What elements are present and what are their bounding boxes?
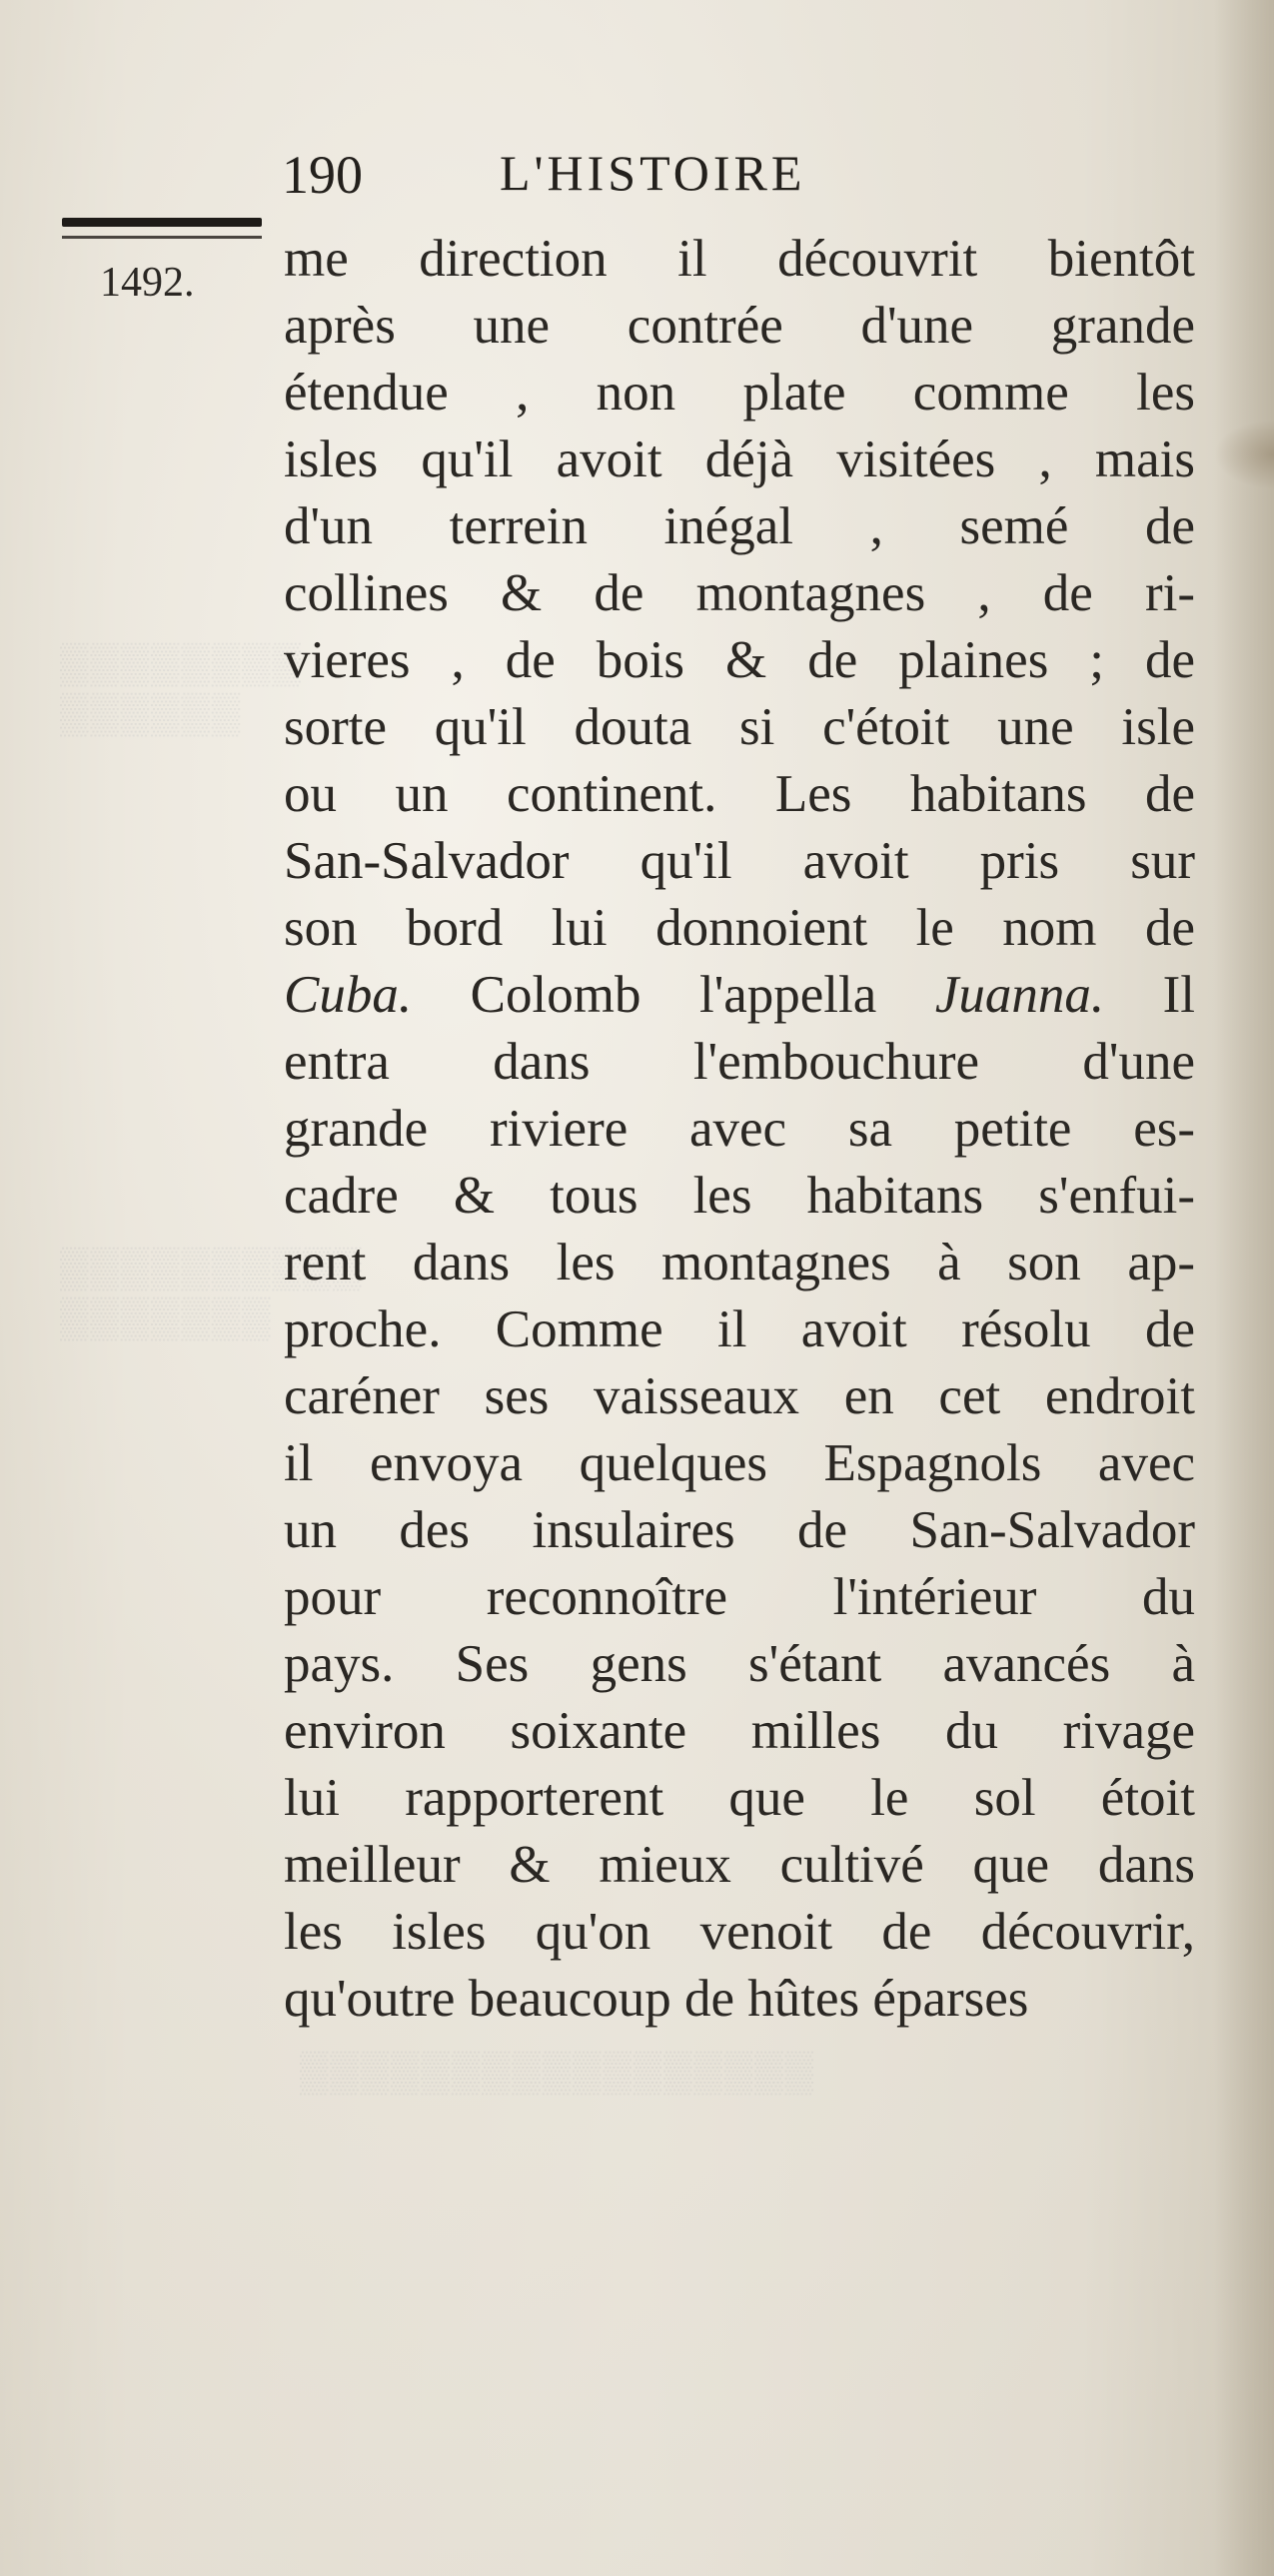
text-segment: Il — [1104, 966, 1195, 1024]
page-number: 190 — [282, 145, 363, 205]
text-line: son bord lui donnoient le nom de — [284, 899, 1195, 957]
text-line: pour reconnoître l'intérieur du — [284, 1568, 1195, 1626]
italic-place-name: Juanna. — [934, 966, 1105, 1024]
body-text — [284, 226, 1195, 2033]
text-line-mixed-italic — [284, 962, 1195, 1029]
text-segment: Colomb l'appella — [412, 966, 935, 1024]
header-rule-thin — [62, 236, 262, 239]
running-head: L'HISTOIRE — [500, 145, 806, 201]
text-line: cadre & tous les habitans s'enfui- — [284, 1167, 1195, 1225]
bleed-through-mark: ▒▒▒▒▒▒▒▒▒▒ — [60, 1245, 364, 1289]
text-line: les isles qu'on venoit de découvrir, — [284, 1903, 1195, 1961]
bleed-through-mark: ▒▒▒▒▒▒▒▒ — [60, 640, 303, 685]
bleed-through-mark: ▒▒▒▒▒▒▒▒▒▒▒▒▒▒▒▒▒ — [300, 2049, 815, 2094]
text-line: environ soixante milles du rivage — [284, 1702, 1195, 1760]
text-line: meilleur & mieux cultivé que dans — [284, 1836, 1195, 1894]
text-line: il envoya quelques Espagnols avec — [284, 1434, 1195, 1492]
text-line: rent dans les montagnes à son ap- — [284, 1234, 1195, 1291]
bleed-through-mark: ▒▒▒▒▒▒ — [60, 690, 243, 735]
margin-year-note: 1492. — [100, 260, 195, 306]
bleed-through-mark: ▒▒▒▒▒▒▒ — [60, 1294, 273, 1339]
text-line: vieres , de bois & de plaines ; de — [284, 631, 1195, 689]
text-line: isles qu'il avoit déjà visitées , mais — [284, 430, 1195, 488]
text-line: collines & de montagnes , de ri- — [284, 564, 1195, 622]
page-edge-shadow — [1214, 0, 1274, 2576]
text-line: un des insulaires de San-Salvador — [284, 1501, 1195, 1559]
italic-place-name: Cuba. — [284, 966, 413, 1024]
text-line: San-Salvador qu'il avoit pris sur — [284, 832, 1195, 890]
text-line: d'un terrein inégal , semé de — [284, 497, 1195, 555]
header-rule — [62, 218, 262, 227]
text-line: pays. Ses gens s'étant avancés à — [284, 1635, 1195, 1693]
paper-stain — [1214, 420, 1274, 489]
text-line: grande riviere avec sa petite es- — [284, 1100, 1195, 1158]
text-line: après une contrée d'une grande — [284, 297, 1195, 355]
text-line: qu'outre beaucoup de hûtes éparses — [284, 1970, 1029, 2028]
text-line: étendue , non plate comme les — [284, 364, 1195, 422]
text-line: ou un continent. Les habitans de — [284, 765, 1195, 823]
text-line: caréner ses vaisseaux en cet endroit — [284, 1367, 1195, 1425]
text-line: entra dans l'embouchure d'une — [284, 1033, 1195, 1091]
text-line: sorte qu'il douta si c'étoit une isle — [284, 698, 1195, 756]
text-line: proche. Comme il avoit résolu de — [284, 1300, 1195, 1358]
text-line: lui rapporterent que le sol étoit — [284, 1769, 1195, 1827]
text-line: me direction il découvrit bientôt — [284, 230, 1195, 288]
